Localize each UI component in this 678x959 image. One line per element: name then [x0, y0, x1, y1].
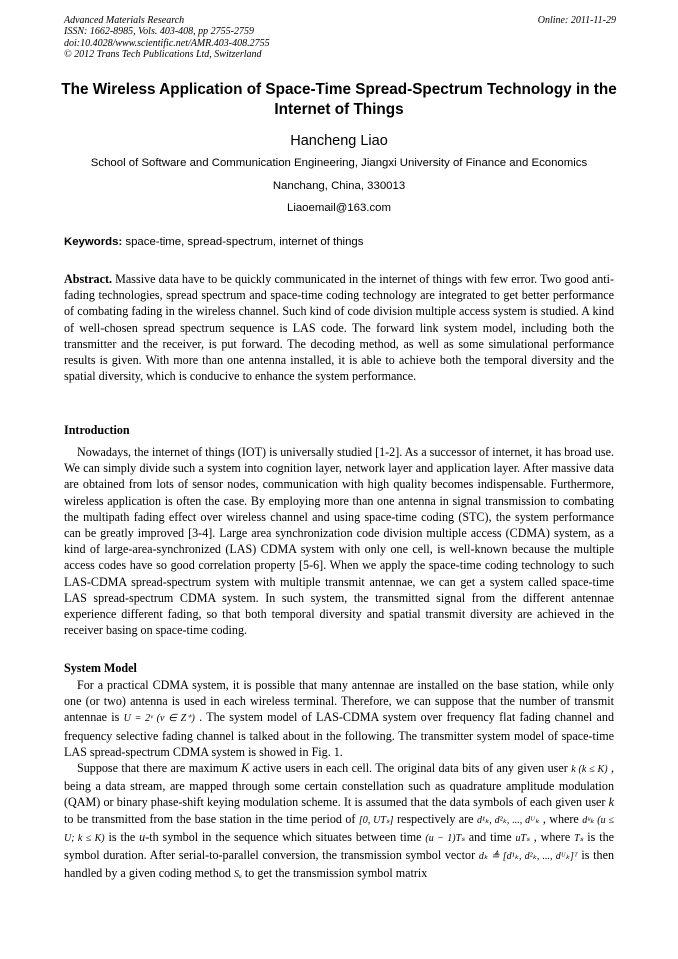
journal-doi: doi:10.4028/www.scientific.net/AMR.403-408.2755 — [64, 37, 270, 49]
journal-issn: ISSN: 1662-8985, Vols. 403-408, pp 2755-2759 — [64, 26, 254, 38]
affiliation-city: Nanchang, China, 330013 — [272, 180, 406, 192]
introduction-paragraph: Nowadays, the internet of things (IOT) is universally studied [1-2]. As a successor of internet, it has broad use. We can simply divide such a system into cognition layer, network layer and application layer. After massive data are obtained from lots of sensor nodes, communication with high quality becomes indispensable. Furthermore, wireless application is often the case. By employing more than one antenna in signal transmission to combating the multipath fading effect over wireless channel and using space-time coding (STC), the system performance can be greatly improved [3-4]. Large area synchronization code division multiple access (CDMA) system, as a kind of large-area-synchronized (LAS) CDMA system with only one cell, is well-known because the multiple access codes have so good correlation property [5-6]. When we apply the space-time coding technology to such LAS-CDMA spread-spectrum system with multiple transmit antennae, we can get a system called space-time LAS spread-spectrum CDMA system. In such system, the transmitted signal from the different antennae experience different fading, so that both temporal diversity and spatial transmit diversity are achieved in the receiver basing on space-time coding. — [64, 445, 614, 638]
antenna-count-formula: U = 2ᵛ (v ∈ Z⁺) — [123, 713, 195, 725]
system-model-paragraph-1: For a practical CDMA system, it is possible that many antennae are installed on the base station, while only one (or two) antenna is used in each wireless terminal. Therefore, we can suppose that the number of transmit antennae is U = 2ᵛ (v ∈ Z⁺) . The system model of LAS-CDMA system over frequency flat fading channel and frequency selective fading channel is talked about in the following. The transmitter system model of space-time LAS spread-spectrum CDMA system is showed in Fig. 1. — [64, 678, 614, 759]
system-model-section — [64, 677, 614, 883]
journal-header — [64, 15, 616, 61]
keywords — [64, 236, 363, 248]
journal-copyright: © 2012 Trans Tech Publications Ltd, Switzerland — [64, 49, 262, 61]
abstract-text: Massive data have to be quickly communicated in the internet of things with few error. Two good anti-fading technologies, spread spectrum and space-time coding technology are integrated to get better performance of combating fading in the wireless channel. Such kind of code division multiple access system is studied. A kind of well-chosen spread spectrum sequence is LAS code. The forward link system model, including both the transmitter and the receiver, is put forward. The decoding method, as well as some simulational performance results is given. With more than one antenna installed, it is able to achieve both the temporal diversity and the spatial diversity, which is conducive to enhance the system performance. — [64, 272, 614, 384]
keywords-text: space-time, spread-spectrum, internet of things — [122, 236, 364, 248]
system-model-paragraph-2: Suppose that there are maximum K active users in each cell. The original data bits of any given user k (k ≤ K) , being a data stream, are mapped through some certain constellation such as quadrature amplitude modulation (QAM) or binary phase-shift keying modulation scheme. It is assumed that the data symbols of each given user k to be transmitted from the base station in the time period of [0, UTₛ] respectively are d¹ₖ, d²ₖ, ..., dᵁₖ , where dᵘₖ (u ≤ U; k ≤ K) is the u-th symbol in the sequence which situates between time (u − 1)Tₛ and time uTₛ , where Tₛ is the symbol duration. After serial-to-parallel conversion, the transmission symbol vector dₖ ≜ [d¹ₖ, d²ₖ, ..., dᵁₖ]ᵀ is then handled by a given coding method Sᵤ to get the transmission symbol matrix — [64, 761, 615, 881]
paper-title: The Wireless Application of Space-Time Spread-Spectrum Technology in the Internet of Things — [61, 81, 617, 118]
abstract-label: Abstract. — [64, 272, 113, 286]
journal-name: Advanced Materials Research — [64, 15, 185, 26]
introduction-section — [64, 444, 614, 638]
abstract — [64, 271, 614, 384]
keywords-label: Keywords: — [64, 236, 123, 248]
online-date: Online: 2011-11-29 — [537, 15, 616, 26]
author-email: Liaoemail@163.com — [286, 202, 391, 214]
author-name: Hancheng Liao — [290, 133, 388, 149]
affiliation-line: School of Software and Communication Engineering, Jiangxi University of Finance and Economics — [90, 157, 588, 169]
introduction-heading: Introduction — [64, 423, 130, 437]
system-model-heading: System Model — [64, 661, 137, 675]
